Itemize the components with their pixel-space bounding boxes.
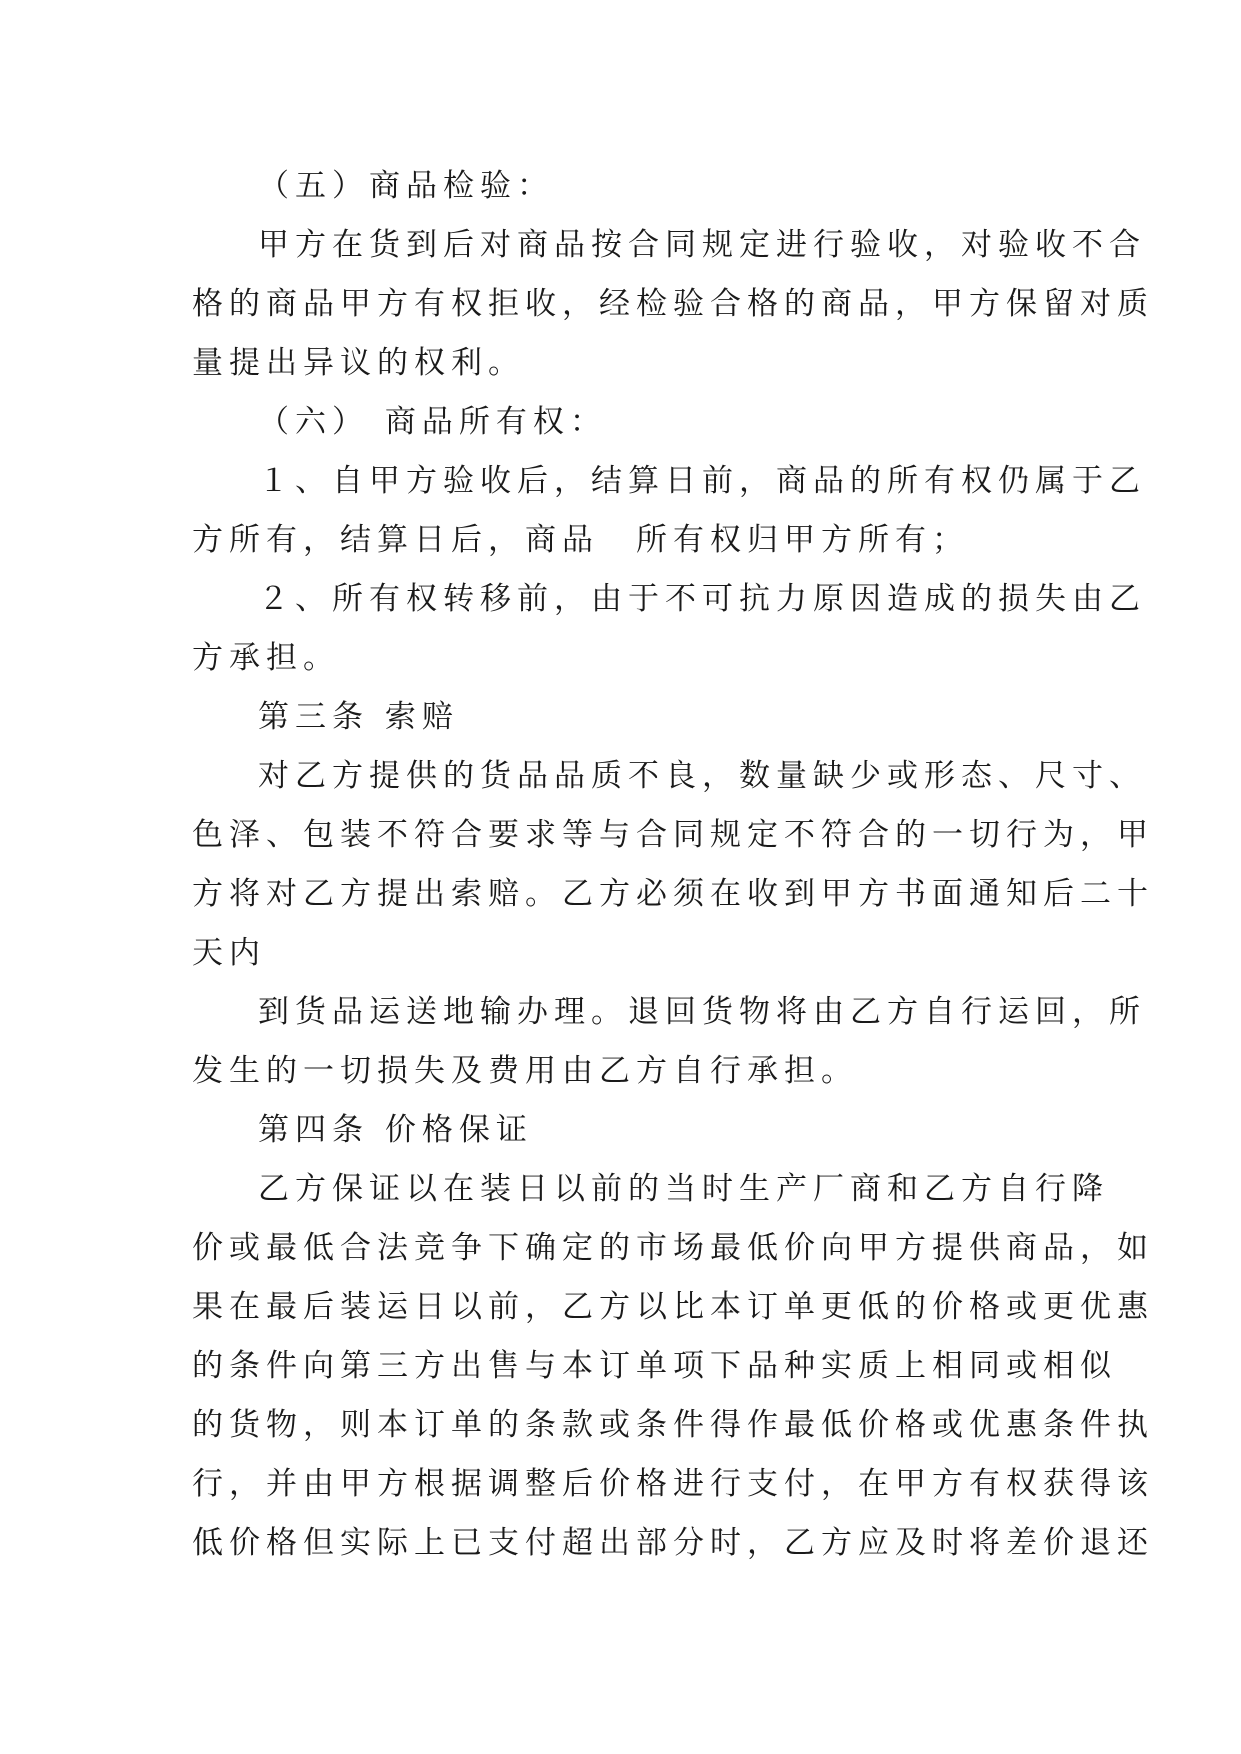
paragraph-line: 到货品运送地输办理。退回货物将由乙方自行运回，所 [258, 994, 1146, 1030]
paragraph-line: 对乙方提供的货品品质不良，数量缺少或形态、尺寸、 [258, 758, 1146, 794]
heading-article-3-claims: 第三条 索赔 [258, 699, 459, 735]
paragraph-line: 低价格但实际上已支付超出部分时，乙方应及时将差价退还 [192, 1525, 1154, 1561]
paragraph-line: 发生的一切损失及费用由乙方自行承担。 [192, 1053, 858, 1089]
paragraph-line: 色泽、包装不符合要求等与合同规定不符合的一切行为，甲 [192, 817, 1154, 853]
paragraph-line: 价或最低合法竞争下确定的市场最低价向甲方提供商品，如 [192, 1230, 1154, 1266]
paragraph-line: 甲方在货到后对商品按合同规定进行验收，对验收不合 [258, 227, 1146, 263]
paragraph-line: 行，并由甲方根据调整后价格进行支付，在甲方有权获得该 [192, 1466, 1154, 1502]
heading-product-ownership: （六） 商品所有权： [258, 404, 607, 440]
paragraph-line: 格的商品甲方有权拒收，经检验合格的商品，甲方保留对质 [192, 286, 1154, 322]
heading-article-4-price-guarantee: 第四条 价格保证 [258, 1112, 533, 1148]
heading-product-inspection: （五）商品检验： [258, 168, 554, 204]
paragraph-line: 的货物，则本订单的条款或条件得作最低价格或优惠条件执 [192, 1407, 1154, 1443]
paragraph-line: 天内 [192, 935, 266, 971]
paragraph-line: 方所有，结算日后，商品 所有权归甲方所有； [192, 522, 969, 558]
paragraph-line: 方承担。 [192, 640, 340, 676]
paragraph-line: 方将对乙方提出索赔。乙方必须在收到甲方书面通知后二十 [192, 876, 1154, 912]
paragraph-line: 乙方保证以在装日以前的当时生产厂商和乙方自行降 [258, 1171, 1109, 1207]
paragraph-line: 的条件向第三方出售与本订单项下品种实质上相同或相似 [192, 1348, 1117, 1384]
paragraph-line: １、自甲方验收后，结算日前，商品的所有权仍属于乙 [258, 463, 1146, 499]
paragraph-line: ２、所有权转移前，由于不可抗力原因造成的损失由乙 [258, 581, 1146, 617]
paragraph-line: 果在最后装运日以前，乙方以比本订单更低的价格或更优惠 [192, 1289, 1154, 1325]
paragraph-line: 量提出异议的权利。 [192, 345, 525, 381]
